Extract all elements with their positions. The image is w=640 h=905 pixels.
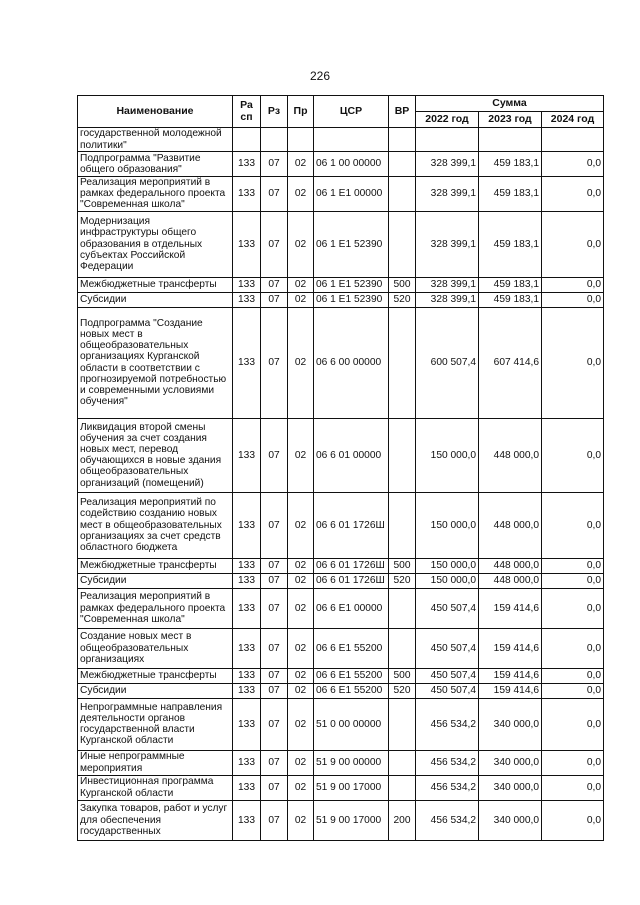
row-sum-2022: 456 534,2 bbox=[416, 750, 479, 775]
row-name: Непрограммные направления деятельности органов государственной власти Курганской области bbox=[78, 698, 233, 750]
row-sum-2023: 459 183,1 bbox=[479, 177, 542, 212]
row-sum-2022: 150 000,0 bbox=[416, 558, 479, 573]
table-row bbox=[78, 775, 604, 800]
row-pr: 02 bbox=[288, 418, 314, 492]
row-rz: 07 bbox=[261, 683, 288, 698]
row-sum-2024: 0,0 bbox=[542, 152, 604, 177]
row-sum-2022: 150 000,0 bbox=[416, 573, 479, 588]
row-sum-2024: 0,0 bbox=[542, 750, 604, 775]
row-csr: 06 6 Е1 55200 bbox=[314, 668, 389, 683]
row-csr: 51 0 00 00000 bbox=[314, 698, 389, 750]
row-csr: 06 1 Е1 52390 bbox=[314, 211, 389, 277]
row-rz: 07 bbox=[261, 698, 288, 750]
row-rz: 07 bbox=[261, 750, 288, 775]
header-sum: Сумма bbox=[416, 96, 604, 112]
row-rasp: 133 bbox=[233, 800, 261, 840]
row-rasp: 133 bbox=[233, 775, 261, 800]
row-rz: 07 bbox=[261, 277, 288, 292]
row-name: Инвестиционная программа Курганской области bbox=[78, 775, 233, 800]
row-rasp: 133 bbox=[233, 277, 261, 292]
table-row bbox=[78, 573, 604, 588]
table-row bbox=[78, 588, 604, 628]
row-vr bbox=[389, 750, 416, 775]
row-csr: 51 9 00 17000 bbox=[314, 775, 389, 800]
row-csr: 06 6 Е1 00000 bbox=[314, 588, 389, 628]
row-csr: 06 1 Е1 52390 bbox=[314, 292, 389, 307]
row-sum-2023: 159 414,6 bbox=[479, 628, 542, 668]
header-name: Наименование bbox=[78, 96, 233, 128]
row-sum-2023: 340 000,0 bbox=[479, 775, 542, 800]
row-sum-2022: 456 534,2 bbox=[416, 698, 479, 750]
header-2022: 2022 год bbox=[416, 112, 479, 128]
row-csr: 06 6 Е1 55200 bbox=[314, 628, 389, 668]
row-rasp: 133 bbox=[233, 683, 261, 698]
table-row bbox=[78, 750, 604, 775]
row-name: Субсидии bbox=[78, 573, 233, 588]
row-csr: 06 6 01 1726Ш bbox=[314, 558, 389, 573]
row-rz: 07 bbox=[261, 573, 288, 588]
row-vr bbox=[389, 775, 416, 800]
row-pr: 02 bbox=[288, 775, 314, 800]
row-rasp: 133 bbox=[233, 558, 261, 573]
row-vr: 200 bbox=[389, 800, 416, 840]
row-sum-2022: 328 399,1 bbox=[416, 292, 479, 307]
row-rz: 07 bbox=[261, 418, 288, 492]
row-sum-2023: 459 183,1 bbox=[479, 292, 542, 307]
row-vr bbox=[389, 211, 416, 277]
row-sum-2024: 0,0 bbox=[542, 775, 604, 800]
row-rasp: 133 bbox=[233, 628, 261, 668]
header-rasp: Ра сп bbox=[233, 96, 261, 128]
row-sum-2022: 150 000,0 bbox=[416, 492, 479, 558]
row-vr bbox=[389, 628, 416, 668]
row-rz: 07 bbox=[261, 152, 288, 177]
row-name: Реализация мероприятий в рамках федерального проекта "Современная школа" bbox=[78, 588, 233, 628]
table-row bbox=[78, 800, 604, 840]
row-sum-2024: 0,0 bbox=[542, 800, 604, 840]
header-csr: ЦСР bbox=[314, 96, 389, 128]
row-sum-2023: 340 000,0 bbox=[479, 698, 542, 750]
row-csr: 06 1 00 00000 bbox=[314, 152, 389, 177]
row-sum-2024: 0,0 bbox=[542, 668, 604, 683]
row-pr: 02 bbox=[288, 698, 314, 750]
row-name: Модернизация инфраструктуры общего образования в отдельных субъектах Российской Федерации bbox=[78, 211, 233, 277]
table-row bbox=[78, 152, 604, 177]
table-row bbox=[78, 277, 604, 292]
row-pr: 02 bbox=[288, 211, 314, 277]
header-vr: ВР bbox=[389, 96, 416, 128]
row-sum-2022: 456 534,2 bbox=[416, 775, 479, 800]
row-rasp: 133 bbox=[233, 418, 261, 492]
row-csr: 06 6 00 00000 bbox=[314, 307, 389, 418]
row-sum-2023: 607 414,6 bbox=[479, 307, 542, 418]
row-sum-2023: 448 000,0 bbox=[479, 492, 542, 558]
row-rasp bbox=[233, 128, 261, 152]
row-rz: 07 bbox=[261, 292, 288, 307]
row-csr: 06 1 Е1 00000 bbox=[314, 177, 389, 212]
row-vr bbox=[389, 128, 416, 152]
row-vr: 500 bbox=[389, 277, 416, 292]
row-sum-2023: 448 000,0 bbox=[479, 418, 542, 492]
row-sum-2023: 340 000,0 bbox=[479, 800, 542, 840]
table-row bbox=[78, 307, 604, 418]
row-sum-2024: 0,0 bbox=[542, 683, 604, 698]
row-name: Межбюджетные трансферты bbox=[78, 277, 233, 292]
row-sum-2024: 0,0 bbox=[542, 292, 604, 307]
row-sum-2023 bbox=[479, 128, 542, 152]
row-pr: 02 bbox=[288, 800, 314, 840]
row-vr: 520 bbox=[389, 292, 416, 307]
row-vr bbox=[389, 492, 416, 558]
row-sum-2023: 459 183,1 bbox=[479, 152, 542, 177]
row-pr bbox=[288, 128, 314, 152]
row-sum-2022: 450 507,4 bbox=[416, 668, 479, 683]
row-csr: 06 6 01 00000 bbox=[314, 418, 389, 492]
row-sum-2024: 0,0 bbox=[542, 698, 604, 750]
header-2023: 2023 год bbox=[479, 112, 542, 128]
row-csr: 51 9 00 00000 bbox=[314, 750, 389, 775]
table-row bbox=[78, 177, 604, 212]
row-sum-2022: 456 534,2 bbox=[416, 800, 479, 840]
table-row bbox=[78, 418, 604, 492]
row-sum-2023: 159 414,6 bbox=[479, 683, 542, 698]
row-vr bbox=[389, 152, 416, 177]
row-rasp: 133 bbox=[233, 307, 261, 418]
row-sum-2023: 340 000,0 bbox=[479, 750, 542, 775]
row-rasp: 133 bbox=[233, 750, 261, 775]
row-sum-2022: 150 000,0 bbox=[416, 418, 479, 492]
row-sum-2024: 0,0 bbox=[542, 277, 604, 292]
row-sum-2022: 600 507,4 bbox=[416, 307, 479, 418]
header-2024: 2024 год bbox=[542, 112, 604, 128]
table-row bbox=[78, 698, 604, 750]
row-rz: 07 bbox=[261, 800, 288, 840]
row-rz: 07 bbox=[261, 177, 288, 212]
row-sum-2023: 448 000,0 bbox=[479, 573, 542, 588]
row-rz: 07 bbox=[261, 307, 288, 418]
budget-table bbox=[77, 95, 604, 841]
row-sum-2024: 0,0 bbox=[542, 492, 604, 558]
row-rz bbox=[261, 128, 288, 152]
row-rz: 07 bbox=[261, 211, 288, 277]
row-pr: 02 bbox=[288, 307, 314, 418]
row-vr bbox=[389, 418, 416, 492]
row-rz: 07 bbox=[261, 775, 288, 800]
row-csr: 06 6 01 1726Ш bbox=[314, 492, 389, 558]
table-row bbox=[78, 628, 604, 668]
row-sum-2023: 159 414,6 bbox=[479, 588, 542, 628]
row-name: Подпрограмма "Создание новых мест в общеобразовательных организациях Курганской области в соответствии с прогнозируемой потребностью и современными условиями обучения" bbox=[78, 307, 233, 418]
row-name: Создание новых мест в общеобразовательных организациях bbox=[78, 628, 233, 668]
header-rz: Рз bbox=[261, 96, 288, 128]
table-row bbox=[78, 558, 604, 573]
row-sum-2024: 0,0 bbox=[542, 177, 604, 212]
row-sum-2024: 0,0 bbox=[542, 307, 604, 418]
row-pr: 02 bbox=[288, 573, 314, 588]
row-sum-2022: 328 399,1 bbox=[416, 277, 479, 292]
row-name: Подпрограмма "Развитие общего образования" bbox=[78, 152, 233, 177]
table-row bbox=[78, 683, 604, 698]
row-pr: 02 bbox=[288, 668, 314, 683]
row-sum-2022: 328 399,1 bbox=[416, 211, 479, 277]
row-csr: 51 9 00 17000 bbox=[314, 800, 389, 840]
row-rasp: 133 bbox=[233, 668, 261, 683]
row-pr: 02 bbox=[288, 492, 314, 558]
row-name: Реализация мероприятий в рамках федерального проекта "Современная школа" bbox=[78, 177, 233, 212]
row-csr bbox=[314, 128, 389, 152]
row-csr: 06 6 Е1 55200 bbox=[314, 683, 389, 698]
row-sum-2023: 159 414,6 bbox=[479, 668, 542, 683]
row-sum-2022: 450 507,4 bbox=[416, 683, 479, 698]
row-vr: 500 bbox=[389, 668, 416, 683]
row-rasp: 133 bbox=[233, 698, 261, 750]
row-vr: 520 bbox=[389, 683, 416, 698]
row-rasp: 133 bbox=[233, 152, 261, 177]
row-sum-2022: 450 507,4 bbox=[416, 628, 479, 668]
row-pr: 02 bbox=[288, 558, 314, 573]
row-name: Субсидии bbox=[78, 683, 233, 698]
table-row bbox=[78, 668, 604, 683]
row-sum-2023: 459 183,1 bbox=[479, 277, 542, 292]
row-vr: 520 bbox=[389, 573, 416, 588]
table-row bbox=[78, 492, 604, 558]
row-name: Реализация мероприятий по содействию созданию новых мест в общеобразовательных организациях за счет средств областного бюджета bbox=[78, 492, 233, 558]
row-csr: 06 1 Е1 52390 bbox=[314, 277, 389, 292]
row-sum-2023: 459 183,1 bbox=[479, 211, 542, 277]
row-pr: 02 bbox=[288, 277, 314, 292]
table-row bbox=[78, 292, 604, 307]
row-sum-2024: 0,0 bbox=[542, 211, 604, 277]
row-pr: 02 bbox=[288, 292, 314, 307]
row-pr: 02 bbox=[288, 588, 314, 628]
row-vr bbox=[389, 698, 416, 750]
row-rz: 07 bbox=[261, 628, 288, 668]
row-sum-2023: 448 000,0 bbox=[479, 558, 542, 573]
row-name: Иные непрограммные мероприятия bbox=[78, 750, 233, 775]
row-rasp: 133 bbox=[233, 211, 261, 277]
row-pr: 02 bbox=[288, 628, 314, 668]
row-sum-2024: 0,0 bbox=[542, 573, 604, 588]
table-body bbox=[78, 128, 604, 841]
row-pr: 02 bbox=[288, 750, 314, 775]
row-rz: 07 bbox=[261, 558, 288, 573]
row-vr bbox=[389, 588, 416, 628]
row-vr bbox=[389, 177, 416, 212]
row-name: Субсидии bbox=[78, 292, 233, 307]
row-csr: 06 6 01 1726Ш bbox=[314, 573, 389, 588]
row-sum-2024 bbox=[542, 128, 604, 152]
row-rasp: 133 bbox=[233, 573, 261, 588]
page-number: 226 bbox=[309, 69, 331, 83]
row-sum-2024: 0,0 bbox=[542, 418, 604, 492]
row-pr: 02 bbox=[288, 683, 314, 698]
row-name: государственной молодежной политики" bbox=[78, 128, 233, 152]
row-vr bbox=[389, 307, 416, 418]
row-name: Межбюджетные трансферты bbox=[78, 558, 233, 573]
row-sum-2024: 0,0 bbox=[542, 588, 604, 628]
row-sum-2024: 0,0 bbox=[542, 558, 604, 573]
row-name: Межбюджетные трансферты bbox=[78, 668, 233, 683]
row-name: Ликвидация второй смены обучения за счет создания новых мест, перевод обучающихся в новые здания общеобразовательных организаций (помещений) bbox=[78, 418, 233, 492]
row-sum-2022 bbox=[416, 128, 479, 152]
row-rasp: 133 bbox=[233, 492, 261, 558]
row-rz: 07 bbox=[261, 492, 288, 558]
row-sum-2022: 450 507,4 bbox=[416, 588, 479, 628]
table-row bbox=[78, 128, 604, 152]
table-row bbox=[78, 211, 604, 277]
row-rasp: 133 bbox=[233, 588, 261, 628]
row-pr: 02 bbox=[288, 152, 314, 177]
row-rz: 07 bbox=[261, 588, 288, 628]
row-rasp: 133 bbox=[233, 292, 261, 307]
row-vr: 500 bbox=[389, 558, 416, 573]
row-rasp: 133 bbox=[233, 177, 261, 212]
row-name: Закупка товаров, работ и услуг для обеспечения государственных bbox=[78, 800, 233, 840]
header-pr: Пр bbox=[288, 96, 314, 128]
row-rz: 07 bbox=[261, 668, 288, 683]
row-sum-2022: 328 399,1 bbox=[416, 152, 479, 177]
row-sum-2024: 0,0 bbox=[542, 628, 604, 668]
row-pr: 02 bbox=[288, 177, 314, 212]
row-sum-2022: 328 399,1 bbox=[416, 177, 479, 212]
